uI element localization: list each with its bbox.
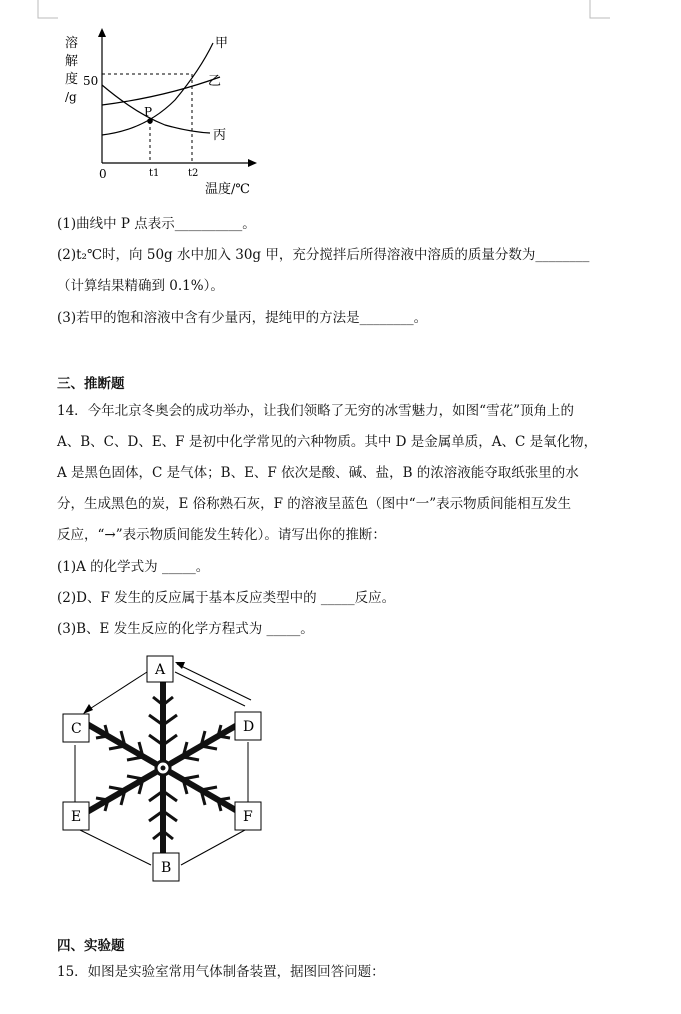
point-p-label: P [144,105,153,119]
x-axis-label: 温度/℃ [205,182,250,197]
edge-e-b [80,830,151,865]
q14-line: A、B、C、D、E、F 是初中化学常见的六种物质。其中 D 是金属单质，A、C 是氧化物， [57,434,598,450]
q14-line: 反应，“→”表示物质间能发生转化）。请写出你的推断： [57,527,386,543]
arrow-to-a [175,662,185,669]
node-c-label: C [71,721,82,737]
curve-label-bing: 丙 [213,128,227,143]
q13-part1: (1)曲线中 P 点表示__________。 [57,216,256,232]
q13-part2: (2)t₂℃时，向 50g 水中加入 30g 甲，充分搅拌后所得溶液中溶质的质量分数为________ [57,247,590,263]
x-tick-t1: t1 [149,168,160,179]
y-tick-50: 50 [83,74,99,88]
node-a [147,656,173,682]
q14-part1: (1)A 的化学式为 _____。 [57,559,210,575]
q14-part3: (3)B、E 发生反应的化学方程式为 _____。 [57,621,314,637]
ylabel-char: 解 [65,54,79,69]
y-axis-arrow [98,28,106,37]
node-e-label: E [71,809,82,825]
curve-bing [102,85,210,133]
node-d-label: D [243,719,255,735]
q13-part3: (3)若甲的饱和溶液中含有少量丙，提纯甲的方法是________。 [57,310,428,326]
node-b-label: B [161,860,172,876]
point-p [147,118,153,124]
curve-label-yi: 乙 [208,74,222,89]
node-c [63,714,89,742]
q14-part2: (2)D、F 发生的反应属于基本反应类型中的 _____反应。 [57,590,396,606]
node-f [235,802,261,830]
edge-b-f [181,830,245,865]
ylabel-char: 度 [65,72,79,87]
node-f-label: F [243,809,253,825]
edge-a-d-1 [175,672,245,706]
origin-label: 0 [99,167,107,181]
node-a-label: A [155,662,166,678]
solubility-chart [55,25,335,225]
edge-a-c [85,672,147,712]
snowflake-diagram [55,650,285,890]
section3-heading: 三、推断题 [57,376,125,392]
arrow-to-c [83,704,93,714]
q15-text: 15．如图是实验室常用气体制备装置，据图回答问题： [57,964,385,980]
ylabel-char: /g [65,90,77,104]
node-e [63,802,89,830]
curve-label-jia: 甲 [215,36,229,51]
edge-a-d-2 [177,664,251,700]
x-tick-t2: t2 [188,168,199,179]
q13-part2-note: （计算结果精确到 0.1%）。 [57,278,224,294]
q14-line: 14．今年北京冬奥会的成功举办，让我们领略了无穷的冰雪魅力，如图“雪花”顶角上的 [57,403,574,419]
section4-heading: 四、实验题 [57,938,125,954]
q14-line: A 是黑色固体，C 是气体；B、E、F 依次是酸、碱、盐，B 的浓溶液能夺取纸张里的水 [57,465,579,481]
x-axis-arrow [248,159,257,167]
q14-line: 分，生成黑色的炭，E 俗称熟石灰，F 的溶液呈蓝色（图中“一”表示物质间能相互发生 [57,496,572,512]
curve-yi [102,77,220,105]
ylabel-char: 溶 [65,36,79,51]
node-d [235,712,261,740]
node-b [153,853,179,881]
